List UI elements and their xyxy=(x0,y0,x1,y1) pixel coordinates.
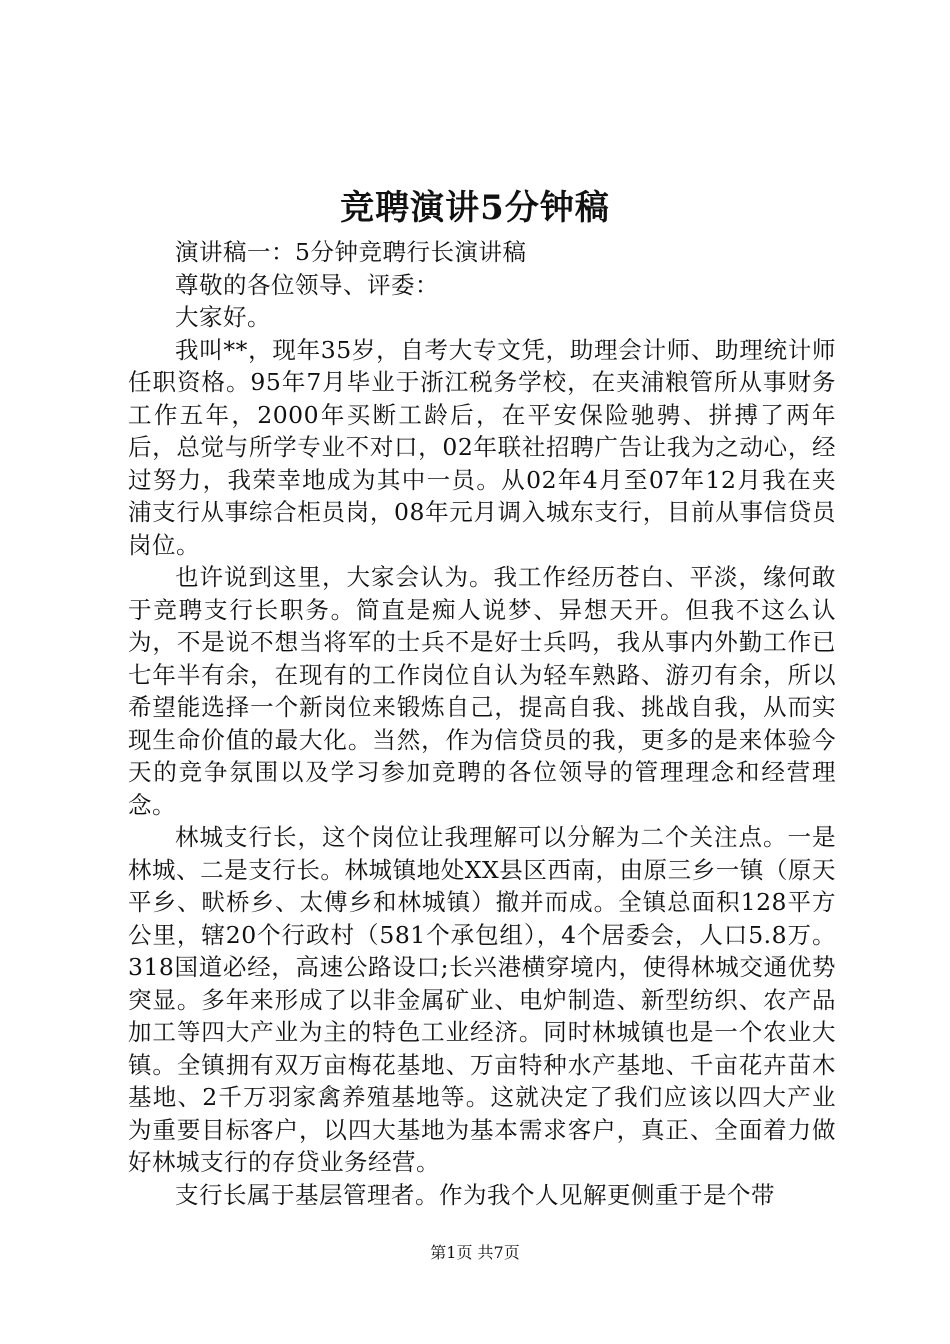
paragraph-branch-manager: 支行长属于基层管理者。作为我个人见解更侧重于是个带 xyxy=(175,1180,775,1209)
paragraph-salutation: 尊敬的各位领导、评委： xyxy=(175,270,439,299)
paragraph-speech-heading: 演讲稿一：5分钟竞聘行长演讲稿 xyxy=(175,238,527,266)
paragraph-linchen-overview: 林城支行长，这个岗位让我理解可以分解为二个关注点。一是林城、二是支行长。林城镇地处XX县区西南，由原三乡一镇（原天平乡、畎桥乡、太傅乡和林城镇）撤并而成。全镇总面积128平方公里，辖20个行政村（581个承包组），4个居委会，人口5.8万。318国道必经，高速公路设口;长兴港横穿境内，使得林城交通优势突显。多年来形成了以非金属矿业、电炉制造、新型纺织、农产品加工等四大产业为主的特色工业经济。同时林城镇也是一个农业大镇。全镇拥有双万亩梅花基地、万亩特种水产基地、千亩花卉苗木基地、2千万羽家禽养殖基地等。这就决定了我们应该以四大产业为重要目标客户，以四大基地为基本需求客户，真正、全面着力做好林城支行的存贷业务经营。 xyxy=(128,823,836,1176)
paragraph-motivation: 也许说到这里，大家会认为。我工作经历苍白、平淡，缘何敢于竞聘支行长职务。简直是痴人说梦、异想天开。但我不这么认为，不是说不想当将军的士兵不是好士兵吗，我从事内外勤工作已七年半有余，在现有的工作岗位自认为轻车熟路、游刃有余，所以希望能选择一个新岗位来锻炼自己，提高自我、挑战自我，从而实现生命价值的最大化。当然，作为信贷员的我，更多的是来体验今天的竞争氛围以及学习参加竞聘的各位领导的管理理念和经营理念。 xyxy=(128,563,836,819)
document-title: 竞聘演讲5分钟稿 xyxy=(340,188,610,228)
paragraph-self-introduction: 我叫**，现年35岁，自考大专文凭，助理会计师、助理统计师任职资格。95年7月毕业于浙江税务学校，在夹浦粮管所从事财务工作五年，2000年买断工龄后，在平安保险驰骋、拼搏了两年后，总觉与所学专业不对口，02年联社招聘广告让我为之动心，经过努力，我荣幸地成为其中一员。从02年4月至07年12月我在夹浦支行从事综合柜员岗，08年元月调入城东支行，目前从事信贷员岗位。 xyxy=(128,335,836,559)
paragraph-greeting: 大家好。 xyxy=(175,303,271,331)
document-body xyxy=(128,236,836,1211)
page-number-footer: 第1页 共7页 xyxy=(430,1243,520,1262)
